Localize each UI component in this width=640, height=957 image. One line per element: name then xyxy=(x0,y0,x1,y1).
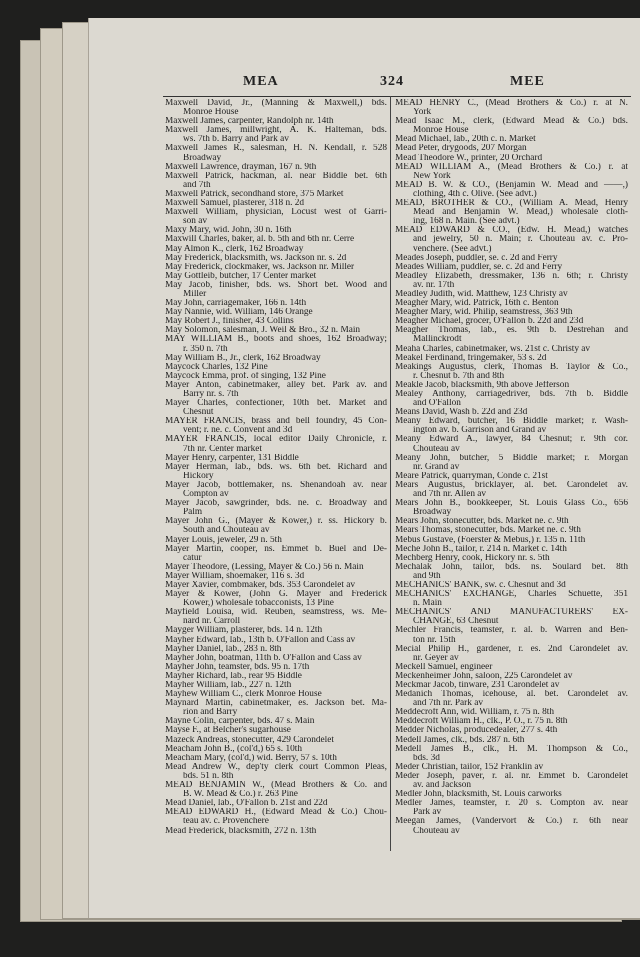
entry-line: Medler James, teamster, r. 20 s. Compton av. near xyxy=(395,799,628,809)
entry-line: MEAD EDWARD & CO., (Edw. H. Mead,) watches xyxy=(395,226,628,236)
entry-line: Mebus Gustave, (Foerster & Mebus,) r. 135 n. 11th xyxy=(395,535,586,545)
entry-continuation-line: Mallinckrodt xyxy=(413,335,462,345)
entry-continuation-line: Chouteau av xyxy=(413,444,460,454)
entry-line: Mead Michael, lab., 20th c. n. Market xyxy=(395,135,536,145)
entry-continuation-line: York xyxy=(413,108,432,118)
entry-line: Meakings Augustus, clerk, Thomas B. Taylor & Co., xyxy=(395,362,628,372)
entry-line: Meche John B., tailor, r. 214 n. Market c. 14th xyxy=(395,544,567,554)
directory-entry xyxy=(395,790,628,799)
directory-entry xyxy=(395,163,628,181)
directory-entry xyxy=(395,326,628,344)
directory-entry xyxy=(395,290,628,299)
directory-entry xyxy=(165,827,387,836)
directory-entry xyxy=(165,645,387,654)
entry-line: Meakle Jacob, blacksmith, 9th above Jefferson xyxy=(395,380,570,390)
directory-entry xyxy=(165,245,387,254)
entry-line: Meakel Ferdinand, fringemaker, 53 s. 2d xyxy=(395,353,547,363)
entry-continuation-line: venchere. (See advt.) xyxy=(413,244,492,254)
entry-line: MEAD HENRY C., (Mead Brothers & Co.) r. at N. xyxy=(395,99,628,108)
entry-continuation-line: rion and Barry xyxy=(183,708,238,718)
directory-entry xyxy=(165,354,387,363)
entry-line: Meddecroft Ann, wid. William, r. 75 n. 8th xyxy=(395,708,555,718)
entry-continuation-line: and 7th nr. Park av xyxy=(413,699,483,709)
directory-entry xyxy=(165,454,387,463)
entry-line: Mazeck Andreas, stonecutter, 429 Carondelet xyxy=(165,735,334,745)
entry-continuation-line: Barry nr. s. 7th xyxy=(183,390,239,399)
directory-entry xyxy=(395,354,628,363)
directory-entry xyxy=(395,390,628,408)
entry-line: Mayer Herman, lab., bds. ws. 6th bet. Richard and xyxy=(165,462,387,472)
entry-line: May Frederick, blacksmith, ws. Jackson nr. s. 2d xyxy=(165,253,347,263)
directory-entry xyxy=(395,581,628,590)
directory-entry xyxy=(395,481,628,499)
entry-line: Mayer Louis, jeweler, 29 n. 5th xyxy=(165,535,282,545)
directory-entry xyxy=(395,435,628,453)
entry-continuation-line: Palm xyxy=(183,508,203,518)
entry-continuation-line: teau av. c. Provenchere xyxy=(183,817,269,827)
entry-continuation-line: South and Chouteau av xyxy=(183,526,270,536)
entry-continuation-line: bds. 3d xyxy=(413,753,440,763)
directory-entry xyxy=(165,463,387,481)
entry-line: Maycock Charles, 132 Pine xyxy=(165,362,268,372)
directory-entry xyxy=(165,754,387,763)
entry-line: Meare Patrick, quarryman, Conde c. 21st xyxy=(395,471,548,481)
directory-entry xyxy=(395,345,628,354)
entry-line: MECHANICS' EXCHANGE, Charles Schuette, 351 xyxy=(395,590,628,600)
directory-entry xyxy=(395,536,628,545)
directory-entry xyxy=(395,672,628,681)
directory-entry xyxy=(165,372,387,381)
entry-line: MEAD B. W. & CO., (Benjamin W. Mead and ——,) xyxy=(395,180,628,190)
directory-entry xyxy=(165,799,387,808)
directory-entry xyxy=(165,808,387,826)
entry-line: Mears Augustus, bricklayer, al. bet. Carondelet av. xyxy=(395,480,628,490)
entry-line: Mayger William, plasterer, bds. 14 n. 12th xyxy=(165,626,323,636)
directory-entry xyxy=(395,308,628,317)
directory-entry xyxy=(395,144,628,153)
entry-line: Meany Edward, butcher, 16 Biddle market; r. Wash- xyxy=(395,417,628,427)
entry-line: Meagher Thomas, lab., es. 9th b. Destrehan and xyxy=(395,326,628,336)
entry-line: Medell James B., clk., H. M. Thompson & Co., xyxy=(395,744,628,754)
directory-entry xyxy=(395,745,628,763)
entry-line: Mechler Francis, teamster, r. al. b. Warren and Ben- xyxy=(395,626,628,636)
directory-entry xyxy=(165,199,387,208)
directory-entry xyxy=(165,172,387,190)
entry-continuation-line: Hickory xyxy=(183,471,214,481)
entry-line: Means David, Wash b. 22d and 23d xyxy=(395,408,528,418)
entry-line: Mealey Anthony, carriagedriver, bds. 7th b. Biddle xyxy=(395,390,628,399)
directory-entry xyxy=(395,117,628,135)
entry-continuation-line: clothing, 4th c. Olive. (See advt.) xyxy=(413,189,537,199)
entry-line: Mayse F., at Belcher's sugarhouse xyxy=(165,726,291,736)
running-head-left: MEA xyxy=(243,74,279,89)
directory-entry xyxy=(395,726,628,735)
entry-continuation-line: catur xyxy=(183,553,202,563)
entry-line: Maxwell Patrick, secondhand store, 375 Market xyxy=(165,189,344,199)
entry-line: Maxwell Samuel, plasterer, 318 n. 2d xyxy=(165,199,305,209)
entry-line: MECHANICS' AND MANUFACTURERS' EX- xyxy=(395,608,628,618)
entry-line: Medler John, blacksmith, St. Louis carworks xyxy=(395,790,562,800)
directory-entry xyxy=(165,335,387,353)
entry-line: May Nannie, wid. William, 146 Orange xyxy=(165,308,313,318)
entry-line: Mechberg Henry, cook, Hickory nr. s. 5th xyxy=(395,553,550,563)
directory-entry xyxy=(165,726,387,735)
directory-entry xyxy=(165,99,387,117)
entry-line: Mayne Colin, carpenter, bds. 47 s. Main xyxy=(165,717,315,727)
directory-entry xyxy=(165,117,387,126)
directory-entry xyxy=(395,135,628,144)
directory-entry xyxy=(395,526,628,535)
entry-continuation-line: and 7th nr. Allen av xyxy=(413,490,487,500)
entry-continuation-line: Monroe House xyxy=(183,108,239,118)
entry-line: Maxwell David, Jr., (Manning & Maxwell,) bds. xyxy=(165,99,387,108)
entry-line: Maxy Mary, wid. John, 30 n. 16th xyxy=(165,226,292,236)
directory-entry xyxy=(395,708,628,717)
entry-line: Meany Edward A., lawyer, 84 Chesnut; r. 9th cor. xyxy=(395,435,628,445)
entry-line: Mead Peter, drygoods, 207 Morgan xyxy=(395,144,527,154)
entry-line: Medell James, clk., bds. 287 n. 6th xyxy=(395,735,525,745)
directory-entry xyxy=(165,636,387,645)
directory-entry xyxy=(395,472,628,481)
running-head-right: MEE xyxy=(510,74,545,89)
entry-line: Mayher Richard, lab., rear 95 Biddle xyxy=(165,671,302,681)
entry-line: MEAD WILLIAM A., (Mead Brothers & Co.) r. at xyxy=(395,162,628,172)
directory-entry xyxy=(395,272,628,290)
entry-line: Mayer John G., (Mayer & Kower,) r. ss. Hickory b. xyxy=(165,517,387,527)
entry-line: Mayer Charles, confectioner, 10th bet. Market and xyxy=(165,399,387,409)
entry-line: Mayhew William C., clerk Monroe House xyxy=(165,690,322,700)
entry-line: May Almon K., clerk, 162 Broadway xyxy=(165,244,304,254)
entry-continuation-line: Kower,) wholesale tobacconists, 13 Pine xyxy=(183,599,334,609)
entry-continuation-line: Miller xyxy=(183,289,207,299)
entry-continuation-line: and O'Fallon xyxy=(413,399,461,409)
entry-line: Meder Christian, tailor, 152 Franklin av xyxy=(395,762,544,772)
entry-line: Mayer Martin, cooper, ns. Emmet b. Buel and De- xyxy=(165,544,387,554)
entry-line: Meadley Judith, wid. Matthew, 123 Christy av xyxy=(395,289,568,299)
entry-line: Mead Frederick, blacksmith, 272 n. 13th xyxy=(165,826,317,836)
entry-line: Meckell Samuel, engineer xyxy=(395,662,493,672)
directory-entry xyxy=(395,736,628,745)
entry-line: Meckenheimer John, saloon, 225 Carondelet av xyxy=(395,671,573,681)
directory-entry xyxy=(395,772,628,790)
directory-entry xyxy=(165,517,387,535)
directory-entry xyxy=(395,417,628,435)
entry-continuation-line: Chouteau av xyxy=(413,826,460,836)
entry-line: Mears John B., bookkeeper, St. Louis Glass Co., 656 xyxy=(395,499,628,509)
directory-entry xyxy=(395,99,628,117)
entry-continuation-line: nr. Geyer av xyxy=(413,653,459,663)
directory-entry xyxy=(165,308,387,317)
directory-entry xyxy=(165,226,387,235)
entry-line: Mayer Theodore, (Lessing, Mayer & Co.) 56 n. Main xyxy=(165,562,364,572)
entry-line: Meder Joseph, paver, r. al. nr. Emmet b. Carondelet xyxy=(395,771,628,781)
entry-continuation-line: r. Chesnut b. 7th and 8th xyxy=(413,371,505,381)
directory-entry xyxy=(165,326,387,335)
directory-entry xyxy=(165,435,387,453)
entry-continuation-line: and 7th xyxy=(183,180,211,190)
directory-entry xyxy=(165,317,387,326)
directory-entry xyxy=(395,299,628,308)
entry-line: Maxwell James R., salesman, H. N. Kendall, r. 528 xyxy=(165,144,387,154)
directory-entry xyxy=(395,317,628,326)
entry-line: MAYER FRANCIS, brass and bell foundry, 45 Con- xyxy=(165,417,387,427)
entry-line: Mayer Jacob, sawgrinder, bds. ne. c. Broadway and xyxy=(165,499,387,509)
directory-entry xyxy=(165,263,387,272)
entry-continuation-line: and 9th xyxy=(413,571,441,581)
entry-line: Meddecroft William H., clk., P. O., r. 75 n. 8th xyxy=(395,717,568,727)
entry-continuation-line: Broadway xyxy=(183,153,222,163)
directory-entry xyxy=(395,799,628,817)
entry-continuation-line: 7th nr. Center market xyxy=(183,444,263,454)
entry-line: Mead Andrew W., dep'ty clerk court Common Pleas, xyxy=(165,762,387,772)
directory-entry xyxy=(165,299,387,308)
entry-line: May John, carriagemaker, 166 n. 14th xyxy=(165,299,307,309)
directory-entry xyxy=(395,226,628,253)
directory-entry xyxy=(165,163,387,172)
entry-line: May Solomon, salesman, J. Weil & Bro., 32 n. Main xyxy=(165,326,361,336)
entry-line: Meades Joseph, puddler, se. c. 2d and Ferry xyxy=(395,253,558,263)
entry-line: May Gottleib, butcher, 17 Center market xyxy=(165,271,317,281)
entry-line: Maynard Martin, cabinetmaker, es. Jackson bet. Ma- xyxy=(165,699,387,709)
directory-entry xyxy=(395,408,628,417)
entry-line: Mayer Xavier, combmaker, bds. 353 Carondelet av xyxy=(165,580,356,590)
entry-continuation-line: Compton av xyxy=(183,490,229,500)
entry-line: Meades William, puddler, se. c. 2d and Ferry xyxy=(395,262,563,272)
directory-entry xyxy=(395,263,628,272)
entry-line: Meacham John B., (col'd,) 65 s. 10th xyxy=(165,744,302,754)
entry-line: Maxwell William, physician, Locust west of Garri- xyxy=(165,208,387,218)
entry-continuation-line: nard nr. Carroll xyxy=(183,617,241,627)
entry-line: Mayher Daniel, lab., 283 n. 8th xyxy=(165,644,282,654)
entry-line: MAY WILLIAM B., boots and shoes, 162 Broadway; xyxy=(165,335,387,345)
entry-line: MEAD, BROTHER & CO., (William A. Mead, Henry xyxy=(395,199,628,209)
entry-line: Meany John, butcher, 5 Biddle market; r. Morgan xyxy=(395,453,628,463)
directory-entry xyxy=(165,699,387,717)
entry-line: Mead Isaac M., clerk, (Edward Mead & Co.) bds. xyxy=(395,117,628,127)
entry-continuation-line: ton nr. 15th xyxy=(413,635,456,645)
entry-continuation-line: av. and Jackson xyxy=(413,781,472,791)
entry-continuation-line: ws. 7th b. Barry and Park av xyxy=(183,135,289,145)
entry-line: May Frederick, clockmaker, ws. Jackson nr. Miller xyxy=(165,262,355,272)
entry-line: Mechalak John, tailor, bds. ns. Soulard bet. 8th xyxy=(395,562,628,572)
entry-line: Mears Thomas, stonecutter, bds. Market ne. c. 9th xyxy=(395,526,581,536)
entry-line: Meagher Mary, wid. Philip, seamstress, 363 9th xyxy=(395,308,573,318)
entry-continuation-line: Park av xyxy=(413,808,442,818)
directory-entry xyxy=(395,817,628,835)
entry-continuation-line: ing, 168 n. Main. (See advt.) xyxy=(413,217,520,227)
entry-line: Meadley Elizabeth, dressmaker, 136 n. 6th; r. Christy xyxy=(395,271,628,281)
directory-entry xyxy=(395,717,628,726)
entry-continuation-line: n. Main xyxy=(413,599,442,609)
entry-line: Mears John, stonecutter, bds. Market ne. c. 9th xyxy=(395,517,569,527)
directory-entry xyxy=(395,663,628,672)
entry-line: May Jacob, finisher, bds. ws. Short bet. Wood and xyxy=(165,280,387,290)
directory-entry xyxy=(165,208,387,226)
entry-continuation-line: New York xyxy=(413,171,451,181)
entry-line: Medder Nicholas, producedealer, 277 s. 4th xyxy=(395,726,558,736)
header-rule xyxy=(163,96,631,97)
entry-line: Maycock Emma, prof. of singing, 132 Pine xyxy=(165,371,326,381)
directory-entry xyxy=(165,281,387,299)
entry-continuation-line: B. W. Mead & Co.) r. 263 Pine xyxy=(183,790,298,800)
directory-entry xyxy=(165,254,387,263)
directory-entry xyxy=(165,608,387,626)
entry-continuation-line: av. nr. 17th xyxy=(413,280,455,290)
entry-line: Mayer Anton, cabinetmaker, alley bet. Park av. and xyxy=(165,380,387,390)
entry-continuation-line: r. 350 n. 7th xyxy=(183,344,228,354)
entry-line: Meagher Michael, grocer, O'Fallon b. 22d and 23d xyxy=(395,317,584,327)
directory-entry xyxy=(395,626,628,644)
directory-entry xyxy=(165,363,387,372)
directory-entry xyxy=(165,417,387,435)
entry-line: MEAD EDWARD H., (Edward Mead & Co.) Chou- xyxy=(165,808,387,818)
entry-line: Meagher Mary, wid. Patrick, 16th c. Benton xyxy=(395,299,559,309)
directory-entry xyxy=(165,272,387,281)
directory-entry xyxy=(165,690,387,699)
directory-entry xyxy=(395,499,628,517)
entry-line: Mayer William, shoemaker, 116 s. 3d xyxy=(165,571,305,581)
directory-entry xyxy=(395,381,628,390)
entry-line: Mayer Henry, carpenter, 131 Biddle xyxy=(165,453,299,463)
entry-line: Maxwell James, millwright, A. K. Halteman, bds. xyxy=(165,126,387,136)
directory-entry xyxy=(165,745,387,754)
directory-entry xyxy=(395,199,628,226)
directory-entry xyxy=(395,517,628,526)
entry-line: Maxwill Charles, baker, al. b. 5th and 6th nr. Cerre xyxy=(165,235,355,245)
directory-entry xyxy=(165,563,387,572)
directory-entry xyxy=(165,545,387,563)
entry-line: Mayer Jacob, bottlemaker, ns. Shenandoah av. near xyxy=(165,480,387,490)
directory-entry xyxy=(165,672,387,681)
entry-line: Mayher John, boatman, 11th b. O'Fallon and Cass av xyxy=(165,653,362,663)
directory-entry xyxy=(165,499,387,517)
directory-entry xyxy=(165,481,387,499)
entry-line: Mead Daniel, lab., O'Fallon b. 21st and 22d xyxy=(165,799,328,809)
directory-entry xyxy=(165,126,387,144)
entry-line: May Robert J., finisher, 43 Collins xyxy=(165,317,294,327)
entry-line: Mayer & Kower, (John G. Mayer and Frederick xyxy=(165,590,387,600)
directory-entry xyxy=(165,663,387,672)
entry-continuation-line: Broadway xyxy=(413,508,452,518)
entry-line: Meaha Charles, cabinetmaker, ws. 21st c. Christy av xyxy=(395,344,591,354)
entry-line: Maxwell Lawrence, drayman, 167 n. 9th xyxy=(165,162,317,172)
entry-continuation-line: Monroe House xyxy=(413,126,469,136)
directory-entry xyxy=(165,190,387,199)
right-column xyxy=(395,99,628,836)
directory-entry xyxy=(165,590,387,608)
directory-entry xyxy=(165,781,387,799)
entry-line: Mead Theodore W., printer, 20 Orchard xyxy=(395,153,543,163)
directory-entry xyxy=(395,454,628,472)
entry-continuation-line: bds. 51 n. 8th xyxy=(183,771,234,781)
directory-entry xyxy=(165,736,387,745)
directory-entry xyxy=(395,154,628,163)
entry-line: Mayher William, lab., 227 n. 12th xyxy=(165,681,292,690)
entry-continuation-line: Mead and Benjamin W. Mead,) wholesale cloth- xyxy=(413,208,628,218)
entry-continuation-line: nr. Grand av xyxy=(413,462,460,472)
column-divider xyxy=(390,96,391,851)
directory-entry xyxy=(395,254,628,263)
entry-continuation-line: son av xyxy=(183,217,208,227)
entry-line: Mayher John, teamster, bds. 95 n. 17th xyxy=(165,662,310,672)
entry-line: MAYER FRANCIS, local editor Daily Chronicle, r. xyxy=(165,435,387,445)
entry-continuation-line: CHANGE, 63 Chesnut xyxy=(413,617,499,627)
entry-continuation-line: ington av. b. Garrison and Grand av xyxy=(413,426,547,436)
directory-entry xyxy=(395,645,628,663)
directory-entry xyxy=(165,717,387,726)
entry-line: May William B., Jr., clerk, 162 Broadway xyxy=(165,353,321,363)
entry-line: MECHANICS' BANK, sw. c. Chesnut and 3d xyxy=(395,580,566,590)
directory-entry xyxy=(165,536,387,545)
entry-line: Medanich Thomas, icehouse, al. bet. Carondelet av. xyxy=(395,690,628,700)
entry-continuation-line: vent; r. ne. c. Convent and 3d xyxy=(183,426,293,436)
entry-continuation-line: and jewelry, 50 n. Main; r. Chouteau av. c. Pro- xyxy=(413,235,628,245)
entry-line: Meckmar Jacob, tinware, 231 Carondelet av xyxy=(395,681,560,690)
entry-line: Meacham Mary, (col'd,) wid. Berry, 57 s. 10th xyxy=(165,753,337,763)
directory-entry xyxy=(165,399,387,417)
directory-entry xyxy=(165,581,387,590)
directory-entry xyxy=(395,363,628,381)
directory-entry xyxy=(165,235,387,244)
directory-entry xyxy=(395,554,628,563)
directory-entry xyxy=(395,545,628,554)
entry-line: Mayfield Louisa, wid. Reuben, seamstress, ws. Me- xyxy=(165,608,387,618)
entry-continuation-line: Chesnut xyxy=(183,408,214,418)
directory-entry xyxy=(395,681,628,690)
directory-entry xyxy=(395,763,628,772)
entry-line: MEAD BENJAMIN W., (Mead Brothers & Co. and xyxy=(165,781,387,791)
entry-line: Maxwell Patrick, hackman, al. near Biddle bet. 6th xyxy=(165,171,387,181)
directory-entry xyxy=(165,654,387,663)
directory-entry xyxy=(165,381,387,399)
directory-entry xyxy=(165,626,387,635)
directory-entry xyxy=(395,181,628,199)
directory-entry xyxy=(165,572,387,581)
directory-entry xyxy=(165,763,387,781)
directory-entry xyxy=(395,690,628,708)
directory-entry xyxy=(395,590,628,608)
entry-line: Mayher Edward, lab., 13th b. O'Fallon and Cass av xyxy=(165,635,356,645)
directory-entry xyxy=(395,563,628,581)
entry-line: Maxwell James, carpenter, Randolph nr. 14th xyxy=(165,117,334,127)
directory-entry xyxy=(165,681,387,690)
directory-entry xyxy=(165,144,387,162)
page-number: 324 xyxy=(380,74,404,89)
left-column xyxy=(165,99,387,836)
entry-line: Mecial Philip H., gardener, r. es. 2nd Carondelet av. xyxy=(395,644,628,654)
entry-line: Meegan James, (Vandervort & Co.) r. 6th near xyxy=(395,817,628,827)
directory-entry xyxy=(395,608,628,626)
